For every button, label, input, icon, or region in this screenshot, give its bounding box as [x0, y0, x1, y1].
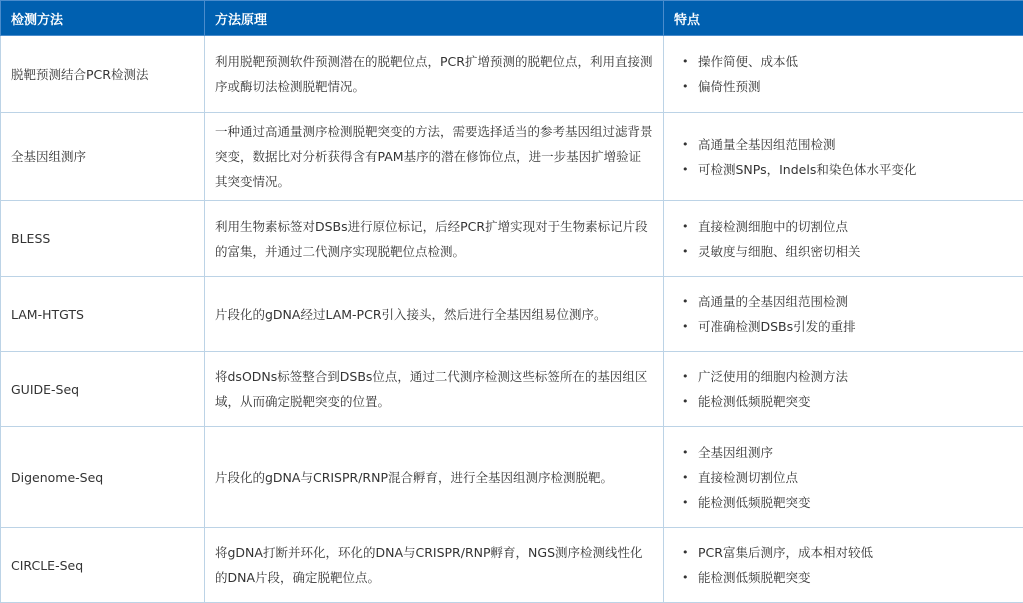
feature-item: • 高通量全基因组范围检测	[698, 132, 1013, 157]
header-principle: 方法原理	[205, 1, 664, 36]
method-cell: GUIDE-Seq	[1, 352, 205, 427]
principle-cell: 利用生物素标签对DSBs进行原位标记，后经PCR扩增实现对于生物素标记片段的富集，并通过二代测序实现脱靶位点检测。	[205, 201, 664, 277]
method-cell: BLESS	[1, 201, 205, 277]
feature-item: • 偏倚性预测	[698, 74, 1013, 99]
header-method: 检测方法	[1, 1, 205, 36]
method-cell: CIRCLE-Seq	[1, 528, 205, 603]
feature-item: • 可检测SNPs，Indels和染色体水平变化	[698, 157, 1013, 182]
table-row	[1, 113, 1023, 201]
feature-item: • 直接检测细胞中的切割位点	[698, 214, 1013, 239]
features-cell	[664, 427, 1023, 528]
header-row	[1, 1, 1023, 36]
features-cell	[664, 113, 1023, 201]
feature-item: • PCR富集后测序，成本相对较低	[698, 540, 1013, 565]
table-row	[1, 427, 1023, 528]
principle-cell: 将dsODNs标签整合到DSBs位点，通过二代测序检测这些标签所在的基因组区域，从而确定脱靶突变的位置。	[205, 352, 664, 427]
method-cell: 全基因组测序	[1, 113, 205, 201]
method-cell: 脱靶预测结合PCR检测法	[1, 36, 205, 113]
feature-item: • 高通量的全基因组范围检测	[698, 289, 1013, 314]
header-features: 特点	[664, 1, 1023, 36]
table-row	[1, 201, 1023, 277]
method-cell: LAM-HTGTS	[1, 277, 205, 352]
feature-item: • 广泛使用的细胞内检测方法	[698, 364, 1013, 389]
feature-item: • 能检测低频脱靶突变	[698, 565, 1013, 590]
principle-cell: 利用脱靶预测软件预测潜在的脱靶位点，PCR扩增预测的脱靶位点，利用直接测序或酶切法检测脱靶情况。	[205, 36, 664, 113]
feature-item: • 能检测低频脱靶突变	[698, 490, 1013, 515]
table-row	[1, 528, 1023, 603]
table-row	[1, 277, 1023, 352]
feature-item: • 可准确检测DSBs引发的重排	[698, 314, 1013, 339]
principle-cell: 片段化的gDNA经过LAM-PCR引入接头，然后进行全基因组易位测序。	[205, 277, 664, 352]
feature-item: • 直接检测切割位点	[698, 465, 1013, 490]
principle-cell: 将gDNA打断并环化，环化的DNA与CRISPR/RNP孵育，NGS测序检测线性化的DNA片段，确定脱靶位点。	[205, 528, 664, 603]
features-cell	[664, 528, 1023, 603]
principle-cell: 片段化的gDNA与CRISPR/RNP混合孵育，进行全基因组测序检测脱靶。	[205, 427, 664, 528]
principle-cell: 一种通过高通量测序检测脱靶突变的方法，需要选择适当的参考基因组过滤背景突变，数据比对分析获得含有PAM基序的潜在修饰位点，进一步基因扩增验证其突变情况。	[205, 113, 664, 201]
features-cell	[664, 36, 1023, 113]
table-row	[1, 36, 1023, 113]
features-cell	[664, 201, 1023, 277]
feature-item: • 灵敏度与细胞、组织密切相关	[698, 239, 1013, 264]
features-cell	[664, 352, 1023, 427]
table-row	[1, 352, 1023, 427]
features-cell	[664, 277, 1023, 352]
feature-item: • 能检测低频脱靶突变	[698, 389, 1013, 414]
feature-item: • 操作简便、成本低	[698, 49, 1013, 74]
feature-item: • 全基因组测序	[698, 440, 1013, 465]
method-cell: Digenome-Seq	[1, 427, 205, 528]
